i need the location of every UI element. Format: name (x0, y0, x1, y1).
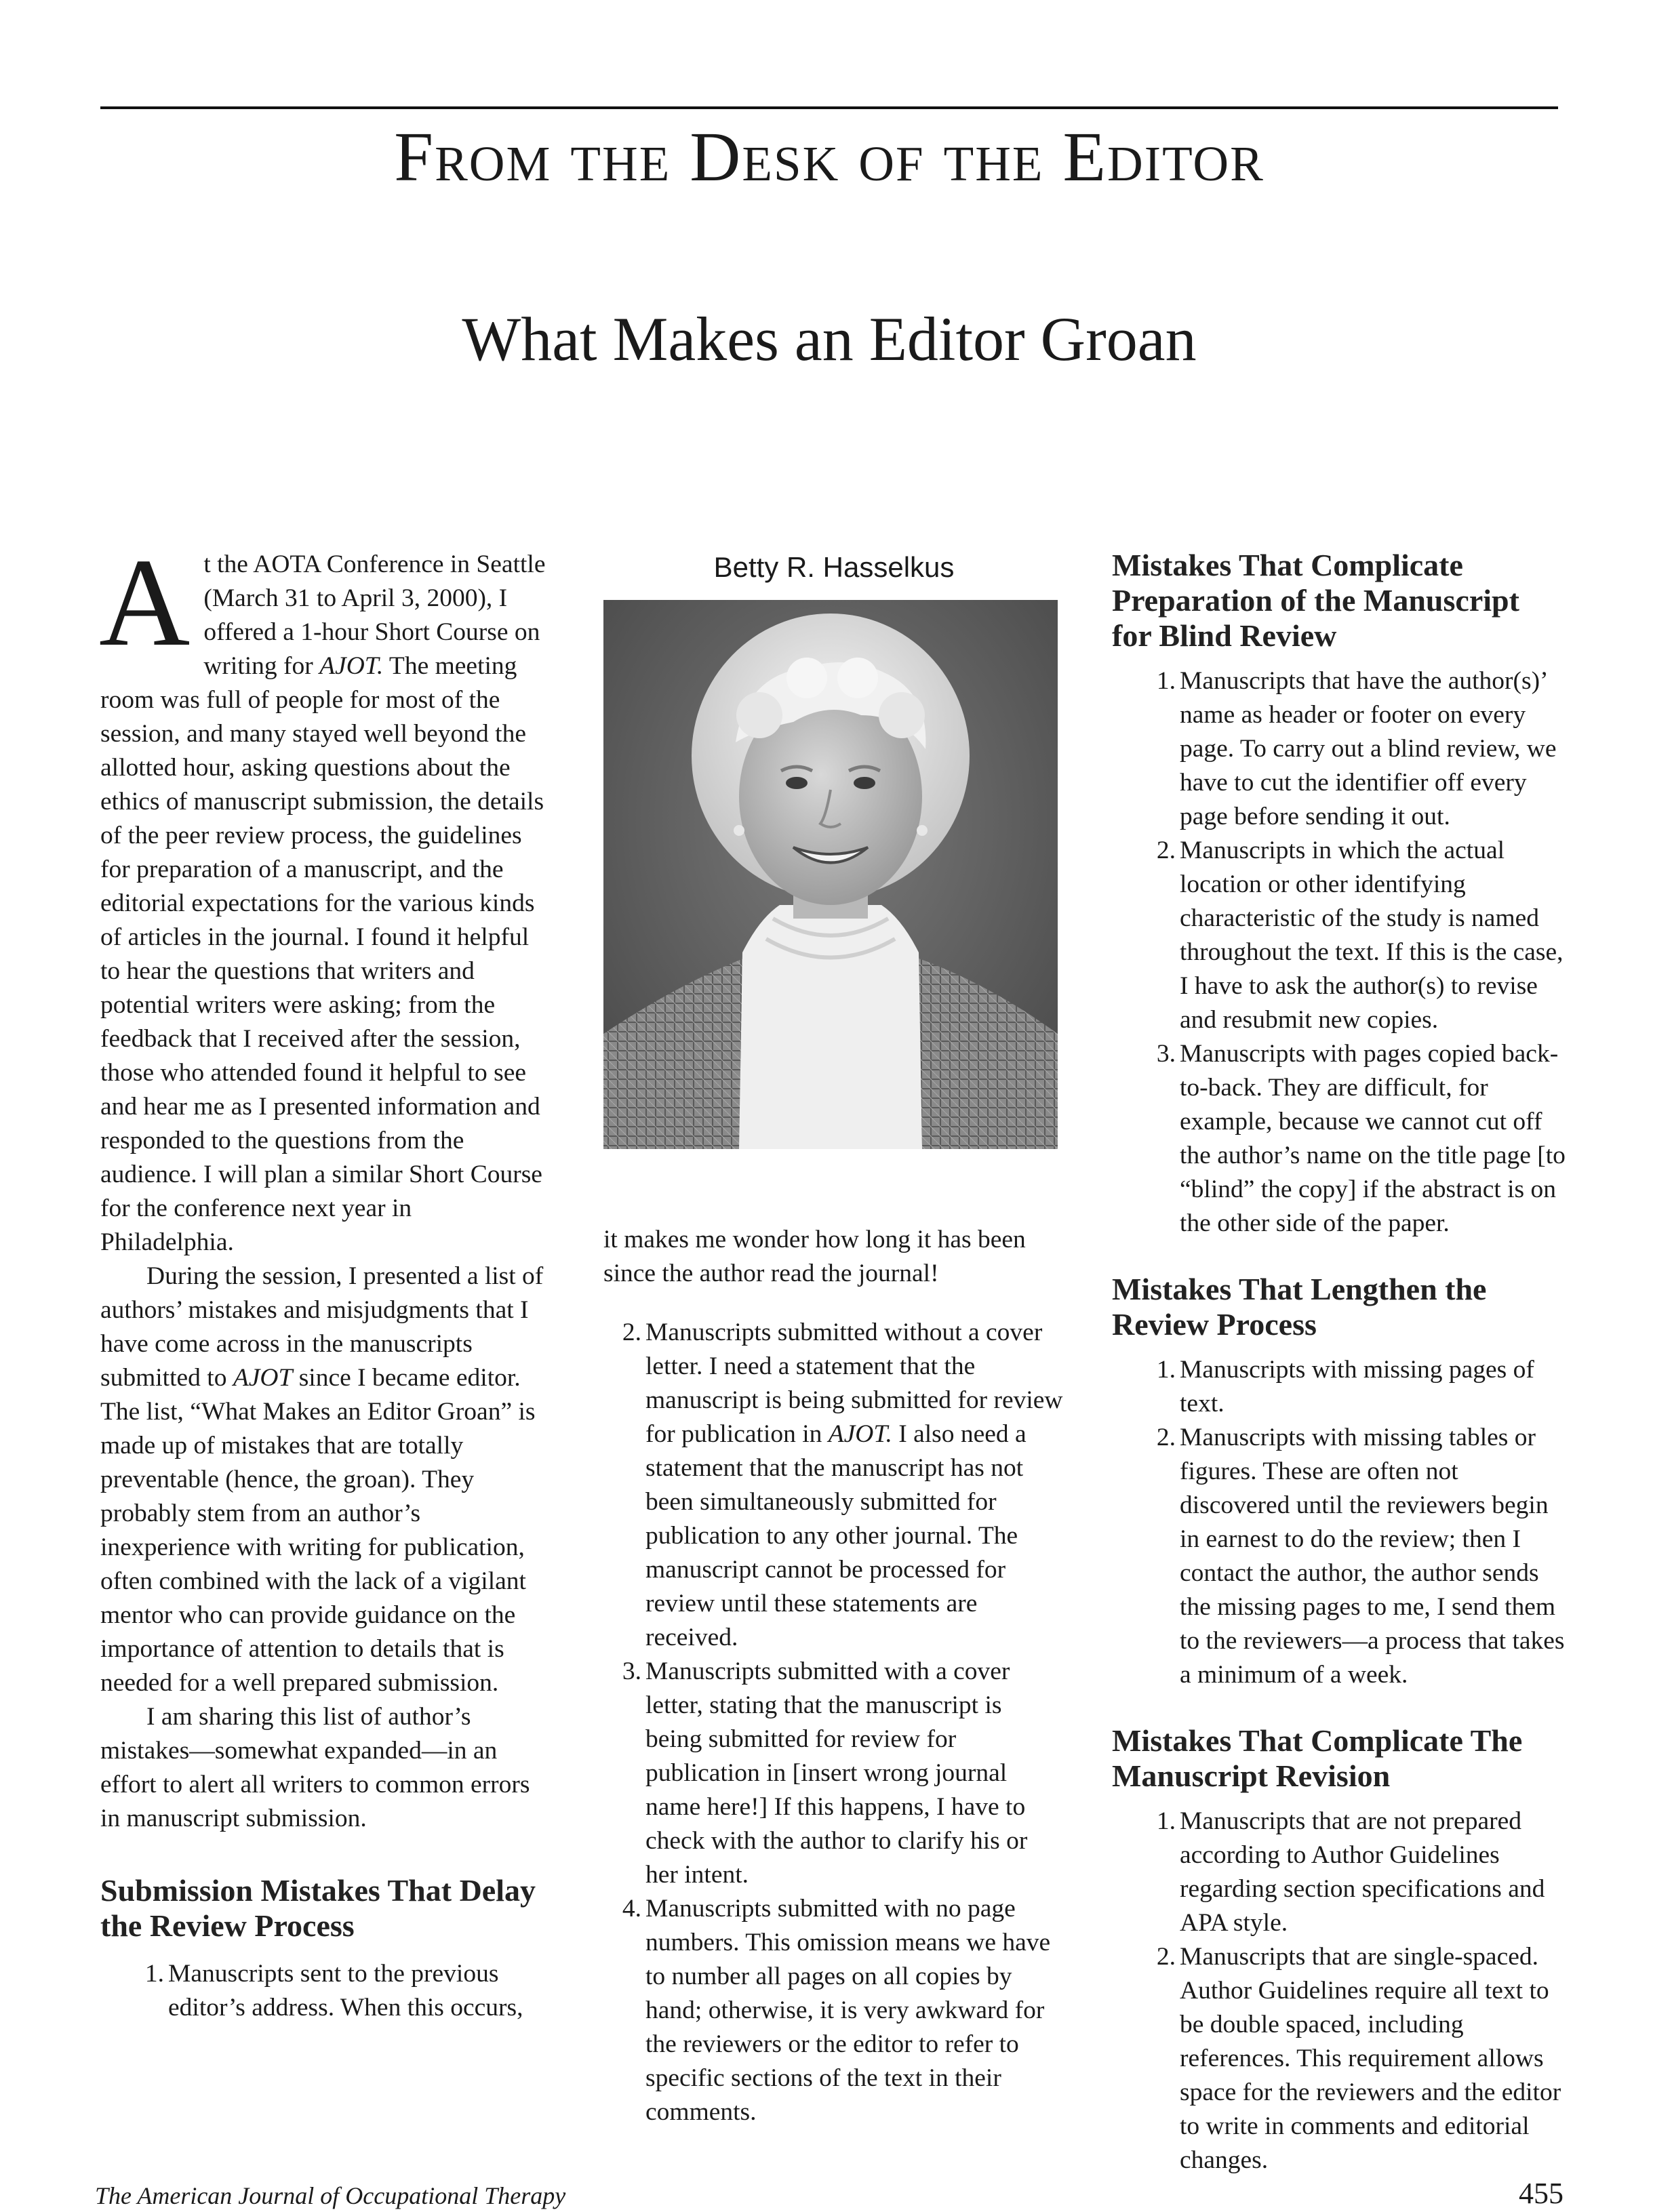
section-title: From the Desk of the Editor (394, 118, 1264, 196)
subhead-blind-review: Mistakes That Complicate Preparation of the Manuscript for Blind Review (1112, 548, 1519, 653)
list-item: 1. Manuscripts with missing pages of text. (1156, 1356, 1534, 1417)
list-item: 1. Manuscripts sent to the previous editor’s address. When this occurs, (144, 1960, 523, 2022)
list-item: 2. Manuscripts submitted without a cover letter. I need a statement that the manuscript is being submitted for review for publication in AJOT. I also need a statement that the manuscript has not been simultaneously submitted for publication to any other journal. The manuscript cannot be processed for review until these statements are received. (622, 1319, 1063, 1651)
list-delay-review (126, 1957, 551, 2025)
list-item: 1. Manuscripts that have the author(s)’ name as header or footer on every page. To carry out a blind review, we have to cut the identifier off every page before sending it out. (1156, 667, 1557, 830)
author-byline: Betty R. Hasselkus (713, 551, 955, 583)
list-item: 2. Manuscripts that are single-spaced. Author Guidelines require all text to be double spaced, including references. This requirement allows space for the reviewers and the editor to write in comments and editorial changes. (1156, 1943, 1561, 2174)
column-3 (1112, 548, 1566, 2177)
list-item: 2. Manuscripts with missing tables or figures. These are often not discovered until the reviewers begin in earnest to do the review; then I contact the author, the author sends the missing pages to me, I send them to the reviewers—a process that takes a minimum of a week. (1156, 1424, 1565, 1689)
drop-cap: A (99, 533, 191, 672)
journal-name: AJOT (233, 1364, 293, 1392)
column-2 (603, 1197, 1064, 2129)
header-rule (100, 106, 1558, 109)
journal-name: AJOT. (828, 1420, 892, 1448)
paragraph-session: During the session, I presented a list of authors’ mistakes and misjudgments that I have come across in the manuscripts submitted to AJOT since I became editor. The list, “What Makes an Editor Groan” is made up of mistakes that are totally preventable (hence, the groan). They probably stem from an author’s inexperience with writing for publication, often combined with the lack of a vigilant mentor who can provide guidance on the importance of attention to details that is needed for a well prepared submission. (100, 1262, 544, 1697)
author-photo (603, 600, 1058, 1149)
list-item-continued: it makes me wonder how long it has been since the author read the journal! (603, 1225, 1026, 1287)
column-1 (99, 533, 551, 2025)
portrait-photo (603, 600, 1058, 1149)
list-lengthen-review (1138, 1353, 1566, 1692)
list-item: 3. Manuscripts with pages copied back-to-back. They are difficult, for example, because we cannot cut off the author’s name on the title page [to “blind” the copy] if the abstract is on the other side of the paper. (1156, 1040, 1566, 1237)
article-title: What Makes an Editor Groan (462, 304, 1197, 374)
list-blind-review (1138, 664, 1566, 1241)
paragraph-sharing: I am sharing this list of author’s mistakes—somewhat expanded—in an effort to alert all writers to common errors in manuscript submission. (100, 1703, 530, 1832)
list-delay-review-continued (603, 1316, 1064, 2129)
subhead-lengthen-review: Mistakes That Lengthen the Review Process (1112, 1272, 1487, 1342)
list-item: 3. Manuscripts submitted with a cover letter, stating that the manuscript is being submitted for review for publication in [insert wrong journal name here!] If this happens, I have to check with the author to clarify his or her intent. (622, 1657, 1028, 1889)
list-item: 4. Manuscripts submitted with no page numbers. This omission means we have to number all pages on all copies by hand; otherwise, it is very awkward for the reviewers or the editor to refer to specific sections of the text in their comments. (622, 1895, 1051, 2126)
list-revision (1138, 1805, 1566, 2177)
list-item: 1. Manuscripts that are not prepared according to Author Guidelines regarding section specifications and APA style. (1156, 1807, 1545, 1937)
journal-name: AJOT. (319, 652, 384, 680)
subhead-revision: Mistakes That Complicate The Manuscript Revision (1112, 1723, 1523, 1793)
subhead-delay-review: Submission Mistakes That Delay the Review Process (100, 1873, 536, 1943)
list-item: 2. Manuscripts in which the actual location or other identifying characteristic of the study is named throughout the text. If this is the case, I have to ask the author(s) to revise and resubmit new copies. (1156, 837, 1564, 1034)
footer-journal-name: The American Journal of Occupational Therapy (95, 2182, 566, 2209)
page-number: 455 (1519, 2177, 1564, 2210)
paragraph-intro: At the AOTA Conference in Seattle (March 31 to April 3, 2000), I offered a 1-hour Short Course on writing for AJOT. The meeting room was full of people for most of the session, and many stayed well beyond the allotted hour, asking questions about the ethics of manuscript submission, the details of the peer review process, the guidelines for preparation of a manuscript, and the editorial expectations for the various kinds of articles in the journal. I found it helpful to hear the questions that writers and potential writers were asking; from the feedback that I received after the session, those who attended found it helpful to see and hear me as I presented information and responded to the questions from the audience. I will plan a similar Short Course for the conference next year in Philadelphia. (99, 533, 546, 1256)
